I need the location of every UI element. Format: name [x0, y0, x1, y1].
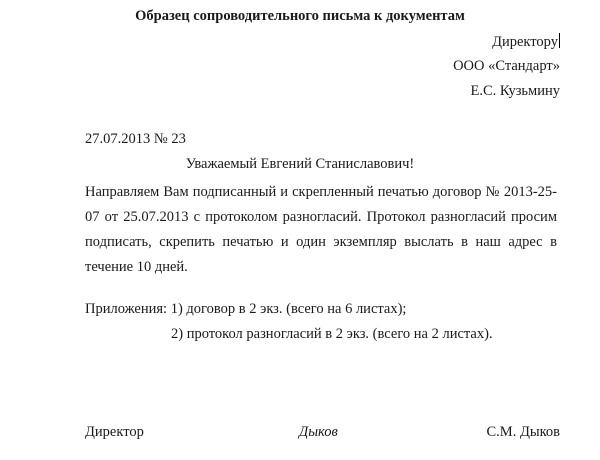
body-line: Направляем Вам подписанный и скрепленный печатью договор № 2013-25-: [85, 184, 557, 200]
greeting: Уважаемый Евгений Станиславович!: [185, 156, 415, 172]
attachment-line-1: Приложения: 1) договор в 2 экз. (всего на 6 листах);: [85, 301, 407, 317]
attachment-line-2: 2) протокол разногласий в 2 экз. (всего на 2 листах).: [171, 326, 493, 342]
signature-position: Директор: [85, 424, 144, 440]
text-cursor: [559, 33, 560, 48]
body-line: течение 10 дней.: [85, 259, 188, 275]
document-title: Образец сопроводительного письма к документам: [135, 8, 465, 24]
body-line: 07 от 25.07.2013 с протоколом разногласий. Протокол разногласий просим: [85, 209, 557, 225]
signature-name: С.М. Дыков: [486, 424, 560, 440]
addressee-line-1: Директору: [492, 34, 558, 50]
signature-handwritten: Дыков: [299, 424, 338, 440]
letter-body: [85, 180, 557, 280]
letter-reference: 27.07.2013 № 23: [85, 131, 186, 147]
addressee-line-3: Е.С. Кузьмину: [470, 83, 560, 99]
addressee-line-2: ООО «Стандарт»: [453, 58, 560, 74]
body-line: подписать, скрепить печатью и один экземпляр выслать в наш адрес в: [85, 234, 557, 250]
